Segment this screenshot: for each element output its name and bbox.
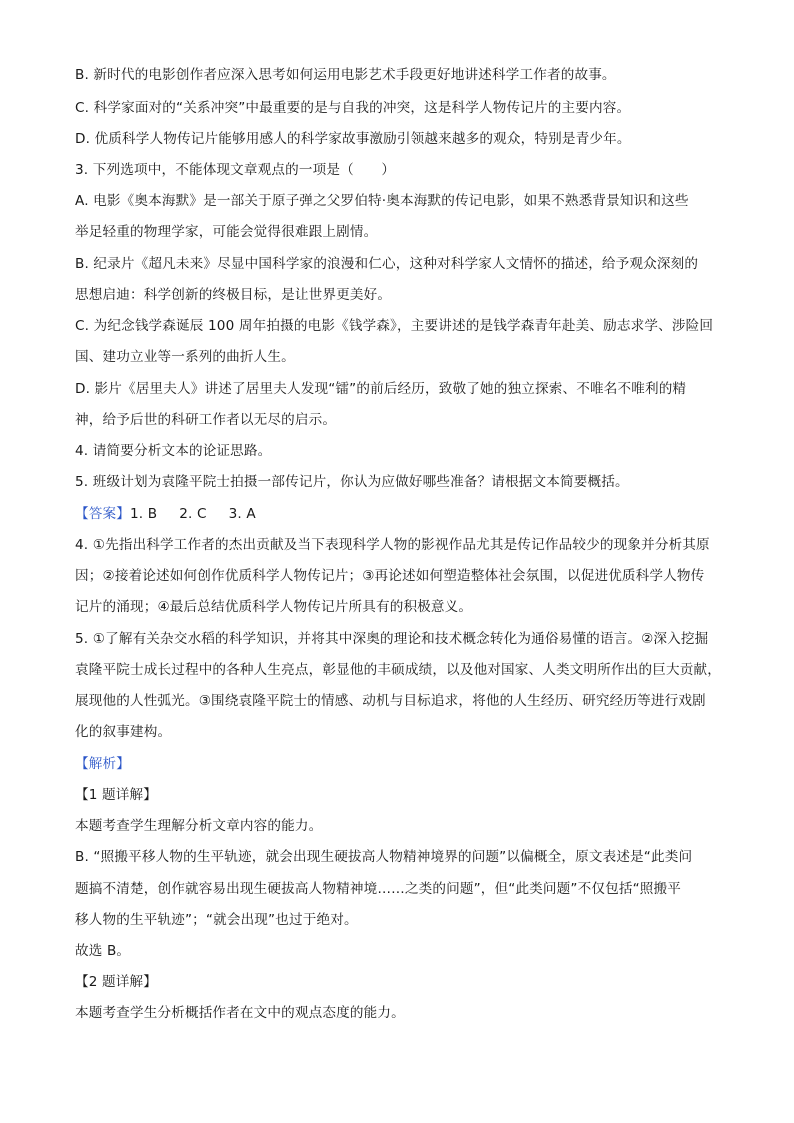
q1-explanation-line-3: 移人物的生平轨迹”；“就会出现”也过于绝对。	[75, 912, 358, 928]
q1-conclusion: 故选 B。	[75, 943, 131, 959]
q2-detail-heading: 【2 题详解】	[75, 974, 157, 990]
question-5-stem: 5. 班级计划为袁隆平院士拍摄一部传记片，你认为应做好哪些准备？请根据文本简要概括。	[75, 474, 629, 490]
q3-option-b-line-2: 思想启迪：科学创新的终极目标，是让世界更美好。	[75, 287, 392, 303]
q1-detail-text: 本题考查学生理解分析文章内容的能力。	[75, 818, 323, 834]
answer-5-line-2: 袁隆平院士成长过程中的各种人生亮点，彰显他的丰硕成绩，以及他对国家、人类文明所作出的巨大贡献，	[75, 662, 721, 678]
answer-5-line-3: 展现他的人性弧光。③围绕袁隆平院士的情感、动机与目标追求，将他的人生经历、研究经历等进行戏剧	[75, 693, 706, 709]
answer-4-line-3: 记片的涌现；④最后总结优质科学人物传记片所具有的积极意义。	[75, 599, 473, 615]
q2-detail-text: 本题考查学生分析概括作者在文中的观点态度的能力。	[75, 1005, 405, 1021]
answer-5-line-1: 5. ①了解有关杂交水稻的科学知识，并将其中深奥的理论和技术概念转化为通俗易懂的语言。②深入挖掘	[75, 631, 709, 647]
question-4-stem: 4. 请简要分析文本的论证思路。	[75, 443, 272, 459]
option-c-line: C. 科学家面对的“关系冲突”中最重要的是与自我的冲突，这是科学人物传记片的主要内容。	[75, 100, 631, 116]
q1-explanation-line-1: B. “照搬平移人物的生平轨迹，就会出现生硬拔高人物精神境界的问题”以偏概全，原文表述是“此类问	[75, 849, 693, 865]
answer-item-1: 1. B	[129, 506, 158, 522]
q3-option-d-line-1: D. 影片《居里夫人》讲述了居里夫人发现“镭”的前后经历，致敬了她的独立探索、不唯名不唯利的精	[75, 381, 687, 397]
q3-option-b-line-1: B. 纪录片《超凡未来》尽显中国科学家的浪漫和仁心，这种对科学家人文情怀的描述，给予观众深刻的	[75, 256, 699, 272]
q1-explanation-line-2: 题搞不清楚，创作就容易出现生硬拔高人物精神境……之类的问题”，但“此类问题”不仅包括“照搬平	[75, 881, 682, 897]
q3-option-d-line-2: 神，给予后世的科研工作者以无尽的启示。	[75, 412, 337, 428]
answer-5-line-4: 化的叙事建构。	[75, 724, 172, 740]
question-3-stem: 3. 下列选项中，不能体现文章观点的一项是（ ）	[75, 162, 396, 178]
answer-item-3: 3. A	[228, 506, 256, 522]
q3-option-a-line-2: 举足轻重的物理学家，可能会觉得很难跟上剧情。	[75, 224, 378, 240]
answer-4-line-2: 因；②接着论述如何创作优质科学人物传记片；③再论述如何塑造整体社会氛围，以促进优质科学人物传	[75, 568, 705, 584]
answer-item-2: 2. C	[179, 506, 207, 522]
analysis-tag: 【解析】	[75, 756, 130, 772]
q3-option-c-line-1: C. 为纪念钱学森诞辰 100 周年拍摄的电影《钱学森》，主要讲述的是钱学森青年赴美、励志求学、涉险回	[75, 318, 714, 334]
q3-option-c-line-2: 国、建功立业等一系列的曲折人生。	[75, 349, 295, 365]
answer-tag: 【答案】	[75, 506, 130, 522]
answer-4-line-1: 4. ①先指出科学工作者的杰出贡献及当下表现科学人物的影视作品尤其是传记作品较少的现象并分析其原	[75, 537, 710, 553]
option-d-line: D. 优质科学人物传记片能够用感人的科学家故事激励引领越来越多的观众，特别是青少年。	[75, 131, 631, 147]
option-b-line: B. 新时代的电影创作者应深入思考如何运用电影艺术手段更好地讲述科学工作者的故事。	[75, 67, 616, 83]
q1-detail-heading: 【1 题详解】	[75, 787, 157, 803]
q3-option-a-line-1: A. 电影《奥本海默》是一部关于原子弹之父罗伯特·奥本海默的传记电影，如果不熟悉背景知识和这些	[75, 193, 689, 209]
answer-row	[75, 505, 734, 523]
